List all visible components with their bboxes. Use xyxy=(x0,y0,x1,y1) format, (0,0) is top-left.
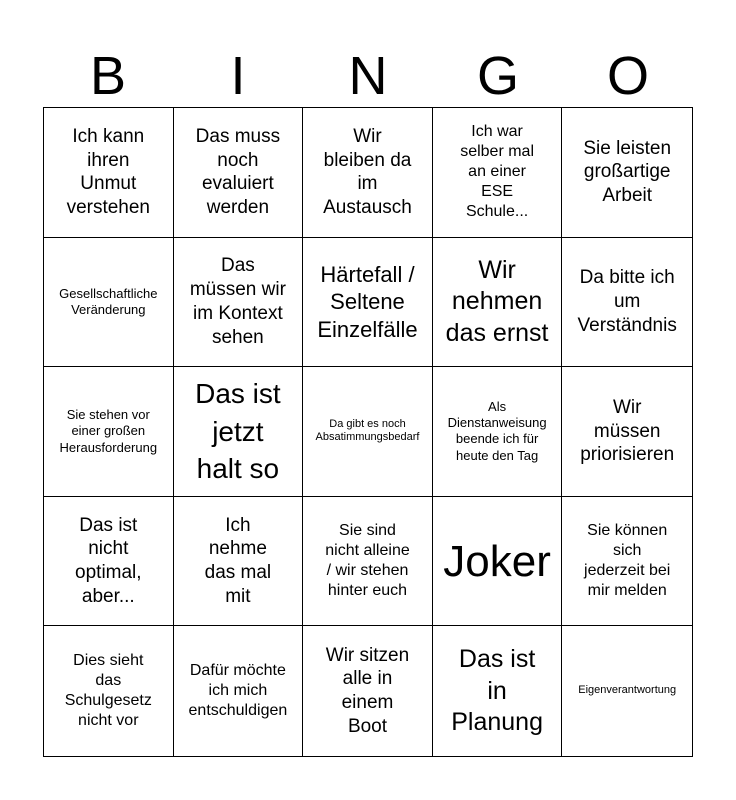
bingo-cell[interactable]: Sie leisten großartige Arbeit xyxy=(562,108,692,238)
header-letter-n: N xyxy=(348,46,388,106)
bingo-cell[interactable]: Das ist jetzt halt so xyxy=(174,367,304,497)
bingo-cell[interactable]: Dafür möchte ich mich entschuldigen xyxy=(174,626,304,756)
header-letter-b: B xyxy=(89,46,127,106)
header-letter-o: O xyxy=(606,46,649,106)
bingo-cell[interactable]: Als Dienstanweisung beende ich für heute den Tag xyxy=(433,367,563,497)
header-letter-g: G xyxy=(476,46,519,106)
bingo-header xyxy=(43,45,693,107)
bingo-cell[interactable]: Da bitte ich um Verständnis xyxy=(562,238,692,368)
bingo-cell[interactable]: Gesellschaftliche Veränderung xyxy=(44,238,174,368)
bingo-cell[interactable]: Härtefall / Seltene Einzelfälle xyxy=(303,238,433,368)
bingo-cell[interactable]: Sie können sich jederzeit bei mir melden xyxy=(562,497,692,627)
bingo-cell[interactable]: Das muss noch evaluiert werden xyxy=(174,108,304,238)
joker-cell[interactable]: Joker xyxy=(433,497,563,627)
bingo-cell[interactable]: Ich war selber mal an einer ESE Schule... xyxy=(433,108,563,238)
bingo-cell[interactable]: Da gibt es noch Absatimmungsbedarf xyxy=(303,367,433,497)
bingo-cell[interactable]: Wir bleiben da im Austausch xyxy=(303,108,433,238)
bingo-cell[interactable]: Das ist nicht optimal, aber... xyxy=(44,497,174,627)
bingo-cell[interactable]: Sie stehen vor einer großen Herausforderung xyxy=(44,367,174,497)
bingo-cell[interactable]: Dies sieht das Schulgesetz nicht vor xyxy=(44,626,174,756)
bingo-board xyxy=(43,107,693,757)
bingo-cell[interactable]: Ich kann ihren Unmut verstehen xyxy=(44,108,174,238)
bingo-cell[interactable]: Eigenverantwortung xyxy=(578,684,677,697)
bingo-cell[interactable]: Wir nehmen das ernst xyxy=(433,238,563,368)
bingo-cell[interactable]: Ich nehme das mal mit xyxy=(174,497,304,627)
bingo-cell[interactable]: Das müssen wir im Kontext sehen xyxy=(174,238,304,368)
header-letter-i: I xyxy=(230,46,246,106)
bingo-cell[interactable]: Wir müssen priorisieren xyxy=(562,367,692,497)
bingo-cell[interactable]: Sie sind nicht alleine / wir stehen hinter euch xyxy=(303,497,433,627)
bingo-cell[interactable]: Das ist in Planung xyxy=(433,626,563,756)
bingo-cell[interactable]: Wir sitzen alle in einem Boot xyxy=(303,626,433,756)
